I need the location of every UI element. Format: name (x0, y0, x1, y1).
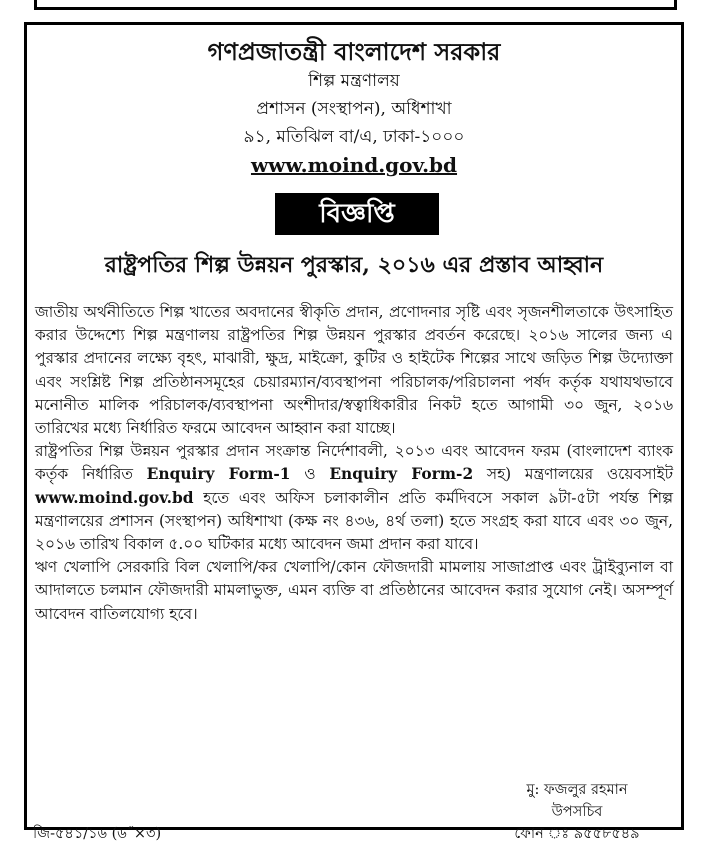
paragraph-2-part-3: হতে এবং অফিস চলাকালীন প্রতি কর্মদিবসে সকাল ৯টা-৫টা পর্যন্ত শিল্প মন্ত্রণালয়ের প্রশাসন (সংস্থাপন) অধিশাখা (কক্ষ নং ৪৩৬, ৪র্থ তলা) হতে সংগ্রহ করা যাবে এবং ৩০ জুন, ২০১৬ তারিখ বিকাল ৫.০০ ঘটিকার মধ্যে আবেদন জমা প্রদান করা যাবে। (35, 488, 673, 554)
phone-number: ফোন ঃ ৯৫৫৮৫৪৯ (514, 826, 640, 842)
signature-block (27, 779, 681, 849)
address: ৯১, মতিঝিল বা/এ, ঢাকা-১০০০ (243, 127, 465, 147)
paragraph-3: ঋণ খেলাপি সেরকারি বিল খেলাপি/কর খেলাপি/কোন ফৌজদারী মামলায় সাজাপ্রাপ্ত এবং ট্রাইব্যুনাল বা আদালতে চলমান ফৌজদারী মামলাভুক্ত, এমন ব্যক্তি বা প্রতিষ্ঠানের আবেদন করার সুযোগ নেই। অসম্পূর্ণ আবেদন বাতিলযোগ্য হবে। (35, 558, 673, 623)
enquiry-form-1: Enquiry Form-1 (146, 465, 291, 484)
enquiry-form-2: Enquiry Form-2 (329, 465, 474, 484)
paragraph-2-part-2: সহ) মন্ত্রণালয়ের ওয়েবসাইট (473, 465, 674, 484)
paragraph-2-conj: ও (290, 465, 330, 484)
government-name: গণপ্রজাতন্ত্রী বাংলাদেশ সরকার (207, 37, 501, 66)
wing-name: প্রশাসন (সংস্থাপন), অধিশাখা (256, 99, 452, 119)
body-website-link[interactable]: www.moind.gov.bd (35, 488, 194, 507)
reference-code: জি-৫৪১/১৬ (৬˝×৩) (33, 826, 162, 842)
notice-subject: রাষ্ট্রপতির শিল্প উন্নয়ন পুরস্কার, ২০১৬ এর প্রস্তাব আহ্বান (104, 252, 604, 278)
previous-ad-border (34, 0, 677, 10)
signatory-name: মু: ফজলুর রহমান (526, 782, 628, 798)
paragraph-2-part-1: রাষ্ট্রপতির শিল্প উন্নয়ন পুরস্কার প্রদান সংক্রান্ত নির্দেশাবলী, ২০১৩ এবং আবেদন ফরম (বাংলাদেশ ব্যাংক কর্তৃক নির্ধারিত (35, 442, 673, 484)
paragraph-1: জাতীয় অর্থনীতিতে শিল্প খাতের অবদানের স্বীকৃতি প্রদান, প্রণোদনার সৃষ্টি এবং সৃজনশীলতাকে উৎসাহিত করার উদ্দেশ্যে শিল্প মন্ত্রণালয় রাষ্ট্রপতির শিল্প উন্নয়ন পুরস্কার প্রবর্তন করেছে। ২০১৬ সালের জন্য এ পুরস্কার প্রদানের লক্ষ্যে বৃহৎ, মাঝারী, ক্ষুদ্র, মাইক্রো, কুটির ও হাইটেক শিল্পের সাথে জড়িত শিল্প উদ্যোক্তা এবং সংশ্লিষ্ট শিল্প প্রতিষ্ঠানসমূহের চেয়ারম্যান/ব্যবস্থাপনা পরিচালক/পরিচালনা পর্ষদ কর্তৃক যথাযথভাবে মনোনীত মালিক পরিচালক/ব্যবস্থাপনা অংশীদার/স্বত্বাধিকারীর নিকট হতে আগামী ৩০ জুন, ২০১৬ তারিখের মধ্যে নির্ধারিত ফরমে আবেদন আহ্বান করা যাচ্ছে। (35, 303, 673, 438)
signatory-designation: উপসচিব (551, 804, 603, 820)
notice-frame (24, 22, 684, 842)
paragraph-2 (35, 440, 673, 556)
top-border-strip (0, 0, 705, 14)
website-link[interactable]: www.moind.gov.bd (250, 153, 458, 177)
header (27, 37, 681, 179)
notice-body (35, 301, 673, 626)
notice-label: বিজ্ঞপ্তি (275, 193, 439, 235)
ministry-name: শিল্প মন্ত্রণালয় (308, 71, 400, 91)
